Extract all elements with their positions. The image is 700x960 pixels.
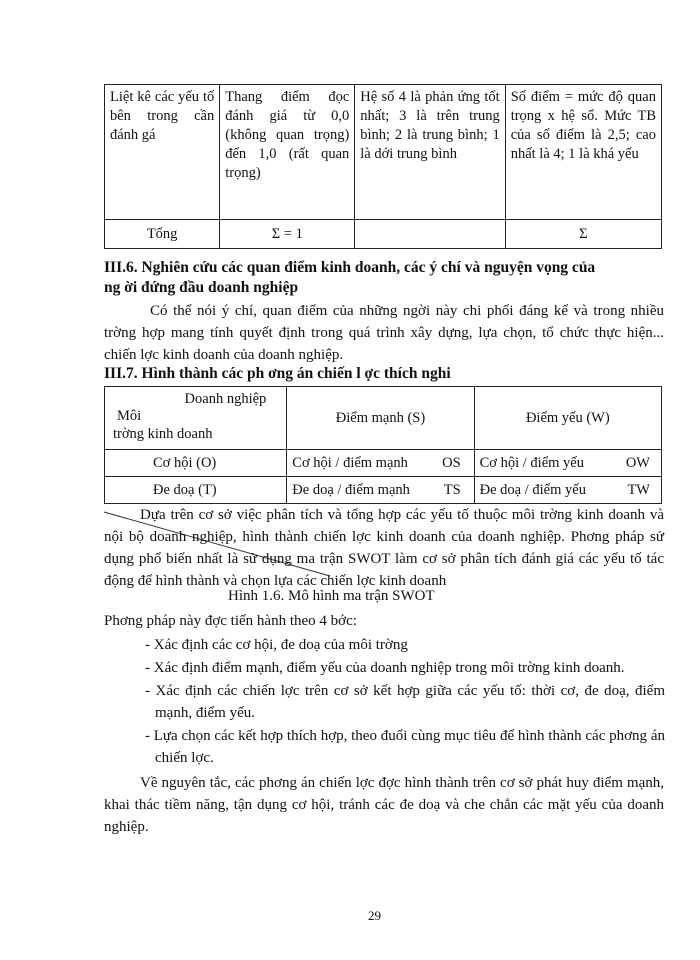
figure-caption: Hình 1.6. Mô hình ma trận SWOT bbox=[228, 588, 435, 604]
row-label-opportunities: Cơ hội (O) bbox=[105, 450, 287, 477]
list-item: - Lựa chọn các kết hợp thích hợp, theo đuổi cùng mục tiêu để hình thành các phơng án chiến lợc. bbox=[145, 728, 665, 766]
table-cell: Liệt kê các yếu tố bên trong cần đánh gá bbox=[105, 85, 220, 220]
table-cell: Số điểm = mức độ quan trọng x hệ số. Mức TB của số điểm là 2,5; cao nhất là 4; 1 là khá yếu bbox=[505, 85, 661, 220]
steps-intro: Phơng pháp này đợc tiến hành theo 4 bớc: bbox=[104, 613, 357, 629]
total-label: Tổng bbox=[105, 220, 220, 249]
total-score-sum: Σ bbox=[505, 220, 661, 249]
section-7-heading: III.7. Hình thành các ph ơng án chiến l ợc thích nghi bbox=[104, 365, 451, 382]
row-label-threats: Đe doạ (T) bbox=[105, 477, 287, 504]
cell-ow: Cơ hội / điểm yếu OW bbox=[474, 450, 661, 477]
cell-ts: Đe doạ / điểm mạnh TS bbox=[287, 477, 474, 504]
swot-paragraph: Dựa trên cơ sở việc phân tích và tổng hợp các yếu tố thuộc môi trờng kinh doanh và nội bộ doanh nghiệp, hình thành chiến lợc kinh doanh của doanh nghiệp. Phơng pháp sử dụng phổ biến nhất là sử dụng ma trận SWOT làm cơ sở phân tích đánh giá các yếu tố tác động để hình thành và chọn lựa các chiến lợc kinh doanh bbox=[104, 507, 664, 589]
list-item: - Xác định các chiến lợc trên cơ sở kết hợp giữa các yếu tố: thời cơ, đe doạ, điểm mạnh, điểm yếu. bbox=[145, 683, 665, 721]
cell-tw: Đe doạ / điểm yếu TW bbox=[474, 477, 661, 504]
section-6-paragraph: Có thể nói ý chí, quan điểm của những ngời này chi phối đáng kể và trong nhiều trờng hợp mang tính quyết định trong quá trình xây dựng, lựa chọn, tổ chức thực hiện... chiến lợc kinh doanh của doanh nghiệp. bbox=[104, 303, 664, 363]
list-item: - Xác định điểm mạnh, điểm yếu của doanh nghiệp trong môi trờng kinh doanh. bbox=[145, 660, 625, 676]
column-header-strengths: Điểm mạnh (S) bbox=[287, 387, 474, 450]
corner-label-company: Doanh nghiệp bbox=[184, 391, 267, 407]
steps-list bbox=[145, 634, 665, 770]
corner-label-environment: Môi trờng kinh doanh bbox=[113, 408, 213, 442]
section-6-heading: III.6. Nghiên cứu các quan điểm kinh doanh, các ý chí và nguyện vọng của ng ời đứng đầu doanh nghiệp bbox=[104, 259, 596, 296]
table-cell: Thang điểm đọc đánh giá từ 0,0 (không quan trọng) đến 1,0 (rất quan trọng) bbox=[220, 85, 355, 220]
total-weight-sum: Σ = 1 bbox=[220, 220, 355, 249]
table-cell: Hệ số 4 là phản ứng tốt nhất; 3 là trên trung bình; 2 là trung bình; 1 là dới trung bình bbox=[355, 85, 505, 220]
closing-paragraph: Về nguyên tắc, các phơng án chiến lợc đợc hình thành trên cơ sở phát huy điểm mạnh, khai thác tiềm năng, tận dụng cơ hội, tránh các đe doạ và che chắn các mặt yếu của doanh nghiệp. bbox=[104, 775, 664, 835]
cell-os: Cơ hội / điểm mạnh OS bbox=[287, 450, 474, 477]
page-number: 29 bbox=[368, 908, 381, 923]
column-header-weaknesses: Điểm yếu (W) bbox=[474, 387, 661, 450]
list-item: - Xác định các cơ hội, đe doạ của môi trờng bbox=[145, 637, 408, 653]
